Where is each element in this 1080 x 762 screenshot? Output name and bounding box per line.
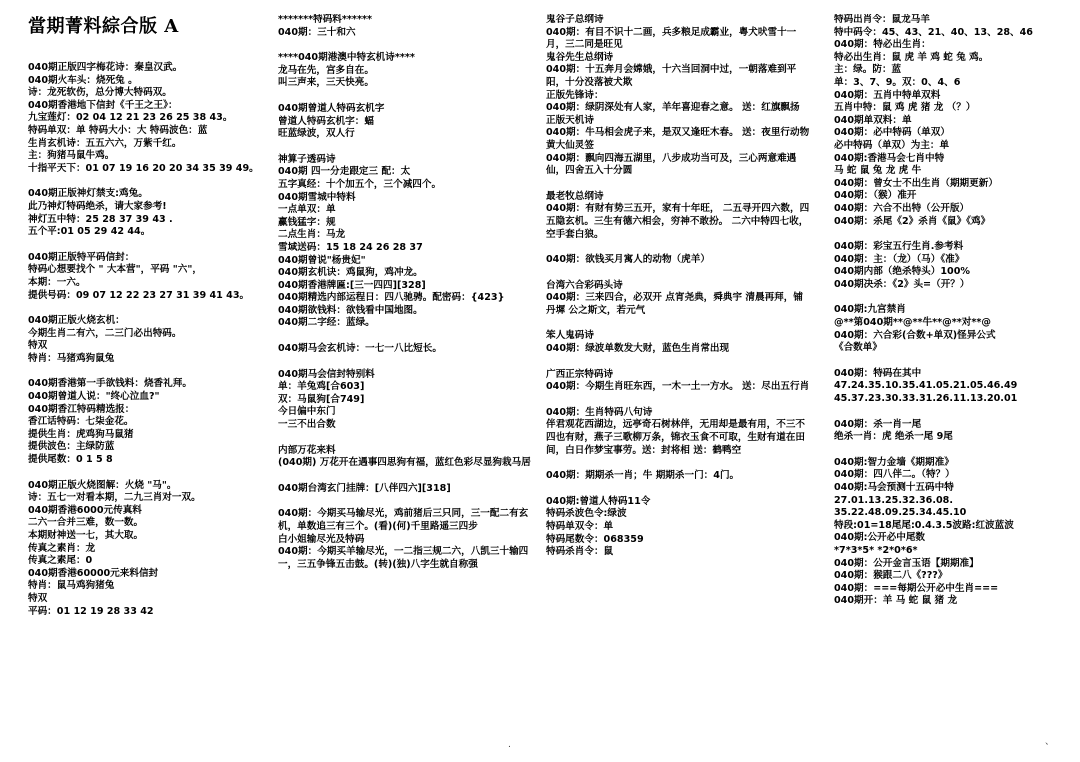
text-line: 特码单双令：单: [546, 521, 614, 532]
text-line: 龙马在先，宫多自在。: [278, 64, 374, 76]
text-line: 040期：曾女士不出生肖（期期更新）: [834, 177, 998, 189]
stray-mark: .: [508, 740, 511, 750]
text-line: 27.01.13.25.32.36.08.: [834, 494, 953, 506]
text-line: 特必出生肖：鼠 虎 羊 鸡 蛇 兔 鸡。: [834, 51, 989, 63]
text-line: 十指平天下：01 07 19 16 20 20 34 35 39 49。: [28, 162, 259, 174]
text-line: 040期香港60000元来料信封: [28, 567, 159, 579]
text-line: 040期内部（绝杀特头）100%: [834, 266, 971, 278]
column-3: [546, 14, 812, 742]
text-line: 最老牧总纲诗: [546, 190, 604, 202]
text-line: 五个平:01 05 29 42 44。: [28, 226, 151, 238]
text-line: 040期：牛马相会虎子来，是双又逢旺木春。 送：夜里行动物: [546, 127, 810, 139]
text-line: 雪域送码：15 18 24 26 28 37: [278, 241, 423, 253]
text-line: 040期：杀尾《2》杀肖《鼠》《鸡》: [834, 215, 991, 227]
text-line: 正版天机诗: [546, 114, 594, 126]
text-line: 45.37.23.30.33.31.26.11.13.20.01: [834, 393, 1018, 405]
text-line: 特码单双：单 特码大小：大 特码波色：蓝: [28, 124, 208, 136]
text-line: 040期：四八伴二。（特？）: [834, 469, 955, 481]
text-line: 叫三声来，三天快亮。: [278, 77, 374, 89]
text-line: 040期：特必出生肖：: [834, 39, 931, 51]
text-line: 040期：三来四合，必双开 点宵尧典，舜典宇 清晨再拜，铺丹墀 公之斯文，若元气: [546, 292, 803, 316]
text-line: 鬼谷先生总纲诗: [546, 51, 614, 63]
text-line: 040期正版火烧图解：火烧 "马"。: [28, 479, 177, 491]
text-line: 马 蛇 鼠 兔 龙 虎 牛: [834, 165, 922, 177]
text-line: 一点单双：单: [278, 204, 336, 216]
text-line: 040期台湾玄门挂牌：[八伴四六][318]: [278, 482, 451, 494]
text-line: 040期：期期杀一肖；牛 期期杀一门：4门。: [546, 470, 740, 482]
text-line: 040期正版特平码信封：: [28, 251, 135, 263]
text-line: 平码：01 12 19 28 33 42: [28, 605, 154, 617]
text-line: *7*3*5* *2*0*6*: [834, 544, 918, 556]
text-block: [278, 103, 540, 141]
text-line: 040期：飘向四海五湖里，八步成功当可及，三心两意难遇仙，四舍五入十分圆: [546, 152, 797, 177]
text-block: [546, 14, 812, 178]
text-line: 传真之素尾：0: [28, 555, 93, 567]
text-line: 白小姐输尽光及特码: [278, 533, 365, 545]
page-title: 當期菁料綜合版 A: [28, 16, 179, 37]
text-line: 特码出肖令：鼠龙马羊: [834, 14, 930, 25]
text-line: 五肖中特：鼠 鸡 虎 猪 龙 （？）: [834, 102, 976, 114]
text-line: 诗：五七一对看本期，二九三肖对一双。: [28, 492, 201, 504]
text-line: 提供尾数：0 1 5 8: [28, 454, 113, 466]
text-line: 主：狗猪马鼠牛鸡。: [28, 150, 115, 162]
text-line: 040期：绿阴深处有人家，羊年喜迎春之意。 送：红旗飘扬: [546, 102, 800, 114]
text-line: 特双: [28, 340, 48, 352]
text-block: [546, 369, 812, 394]
text-line: 040期：特码在其中: [834, 367, 922, 379]
text-line: 040期:曾道人特码11令: [546, 495, 651, 507]
text-line: 040期：绿波单数发大财，蓝色生肖常出现: [546, 343, 730, 355]
text-line: 040期香港第一手欲钱料：烧香礼拜。: [28, 378, 192, 390]
text-line: 内部万花来料: [278, 444, 336, 456]
text-line: 赢钱猛字：规: [278, 216, 336, 228]
text-block: [278, 445, 540, 470]
text-block: [28, 378, 268, 466]
text-line: 040期：杀一肖一尾: [834, 418, 922, 430]
text-line: 特段:01=18尾尾:0.4.3.5波路:红波蓝波: [834, 519, 1014, 531]
text-line: 040期:公开必中尾数: [834, 532, 926, 544]
text-line: 单：羊兔鸡[合603]: [278, 381, 365, 393]
text-line: 040期：必中特码（单双）: [834, 127, 950, 139]
text-line: 040期香江特码精选报：: [28, 403, 135, 415]
text-line: 二六一合并三难，数一数。: [28, 517, 144, 529]
text-line: 040期：===每期公开必中生肖===: [834, 582, 999, 594]
text-line: *******特码料******: [278, 14, 373, 25]
text-block: [834, 368, 1064, 406]
text-line: 040期玄机诀：鸡鼠狗，鸡冲龙。: [278, 267, 423, 279]
text-line: 特码杀波色令:绿波: [546, 508, 627, 520]
text-line: 040期雪城中特料: [278, 191, 356, 203]
text-line: 二点生肖：马龙: [278, 229, 346, 241]
text-line: 曾道人特码玄机字：蝠: [278, 115, 374, 127]
text-line: 040期：（猴）准开: [834, 190, 917, 202]
text-line: 040期：今期买羊输尽光，一二指三规二六，八凯三十输四一，三五争锋五击鼓。(转)(独)八字生就自称强: [278, 546, 529, 570]
text-line: 正版先锋诗：: [546, 89, 604, 101]
text-line: 040期香港地下信封《千王之王》：: [28, 99, 178, 111]
text-line: 单：3、7、9。双：0、4、6: [834, 76, 961, 88]
text-line: 旺蓝绿波，双人行: [278, 128, 355, 140]
text-line: 040期：六合彩(合数+单双)怪异公式: [834, 329, 996, 341]
text-line: 双：马鼠狗[合749]: [278, 393, 365, 405]
text-line: 提供波色：主绿防蓝: [28, 441, 115, 453]
text-block: [28, 188, 268, 238]
text-line: 今日偏中东门: [278, 406, 336, 418]
text-line: 传真之素肖：龙: [28, 542, 96, 554]
text-block: [834, 241, 1064, 291]
text-line: 040期马会信封特别料: [278, 368, 375, 380]
column-4: [834, 14, 1064, 742]
text-line: 040期曾说"杨贵妃": [278, 254, 366, 266]
text-line: 040期曾道人特码玄机字: [278, 102, 385, 114]
text-block: [278, 52, 540, 90]
text-line: 040期:智力金墙《期期准》: [834, 456, 954, 468]
text-line: @**第040期**@**牛**@**对**@: [834, 317, 991, 329]
text-line: 040期精选内部运程日：四八驰骋。配密码：{423}: [278, 292, 505, 304]
column-2: [278, 14, 540, 742]
text-block: [28, 62, 268, 175]
text-block: [28, 480, 268, 619]
text-line: 广西正宗特码诗: [546, 368, 614, 380]
text-line: 伴君观花西湖边，远亭奇石树林伴，无用却是最有用，不三不四也有财，燕子三歌柳万条，锦衣玉食不可取，生财有道在田间，白日作梦宝事劳。送：封将相 送：鹤鸭空: [546, 419, 806, 456]
text-line: 040期:马会预测十五码中特: [834, 482, 954, 493]
text-block: [278, 14, 540, 39]
text-line: 040期：猴跟二八《???》: [834, 570, 948, 582]
text-line: 040期单双料：单: [834, 114, 912, 126]
text-line: 040期：公开金言玉语【期期准】: [834, 557, 979, 569]
text-line: 040期开：羊 马 蛇 鼠 猪 龙: [834, 595, 958, 607]
text-block: [834, 457, 1064, 608]
text-line: 《合数单》: [834, 342, 882, 354]
text-block: [278, 343, 540, 356]
text-line: 040期:九宫禁肖: [834, 304, 906, 316]
text-line: 040期:香港马会七肖中特: [834, 152, 945, 164]
text-line: 五字真经：十个加五个，三个减四个。: [278, 178, 442, 190]
text-line: 040期香港牌匾:[三一四四][328]: [278, 279, 426, 291]
text-block: [278, 154, 540, 330]
text-block: [546, 330, 812, 355]
text-line: 一三不出合数: [278, 419, 336, 431]
text-line: 特双: [28, 592, 48, 604]
text-line: 特中码令：45、43、21、40、13、28、46: [834, 26, 1033, 38]
text-block: [278, 483, 540, 496]
text-line: 特码杀肖令：鼠: [546, 546, 614, 558]
text-line: 绝杀一肖：虎 绝杀一尾 9尾: [834, 431, 953, 443]
text-line: 本期：一六。: [28, 276, 86, 288]
text-block: [278, 369, 540, 432]
text-line: 040期马会玄机诗：一七一八比短长。: [278, 343, 442, 355]
text-line: 040期：六合不出特（公开版）: [834, 202, 970, 214]
text-line: (040期) 万花开在遇事四思狗有福，蓝红色彩尽显狗栽马居: [278, 457, 531, 469]
text-line: 040期决杀：《2》头=（开？）: [834, 278, 970, 290]
text-block: [546, 254, 812, 267]
text-line: 040期二字经：蓝绿。: [278, 317, 375, 329]
text-block: [834, 419, 1064, 444]
text-block: [546, 191, 812, 241]
text-block: [28, 252, 268, 302]
text-line: 040期：彩宝五行生肖.参考料: [834, 241, 964, 253]
text-line: 040期：欲钱买月寓人的动物（虎羊）: [546, 254, 710, 266]
text-line: 特码尾数令：068359: [546, 533, 644, 545]
text-line: 040期香港6000元传真料: [28, 504, 142, 516]
text-block: [834, 14, 1064, 228]
text-line: 黄大仙灵签: [546, 139, 594, 151]
text-line: 040期正版神灯禁支:鸡兔。: [28, 188, 148, 200]
text-line: 特肖：马猪鸡狗鼠兔: [28, 352, 115, 364]
text-line: 040期：五肖中特单双料: [834, 89, 941, 101]
text-line: 040期：生肖特码八句诗: [546, 406, 653, 418]
text-line: 040期火车头：烧死兔 。: [28, 74, 138, 86]
stray-mark: 、: [1045, 737, 1055, 747]
text-line: 笨人鬼码诗: [546, 330, 594, 342]
text-line: 35.22.48.09.25.34.45.10: [834, 507, 967, 519]
text-line: 提供生肖：虎鸡狗马鼠猪: [28, 428, 134, 440]
text-line: 47.24.35.10.35.41.05.21.05.46.49: [834, 380, 1018, 392]
text-block: [546, 470, 812, 483]
text-line: 040期：有目不识十二画，兵多粮足成霸业，粤犬吠雪十一月，三二同是旺见: [546, 26, 797, 51]
text-line: 040期：十五奔月会嫦娥，十六当回洞中过，一朝落难到平阳，十分没落被犬欺: [546, 64, 797, 88]
text-line: 诗：龙死软伤，总分博大特码双。: [28, 87, 172, 99]
text-line: 神算子透码诗: [278, 153, 336, 165]
text-block: [546, 496, 812, 559]
text-block: [278, 508, 540, 571]
text-line: 特肖：鼠马鸡狗猪兔: [28, 580, 115, 592]
text-line: 台湾六合彩码头诗: [546, 279, 623, 291]
text-line: 040期：三十和六: [278, 26, 356, 38]
text-line: 必中特码（单双）为主：单: [834, 139, 950, 151]
text-block: [546, 407, 812, 457]
text-line: 香江话特码：七柒金花。: [28, 416, 134, 428]
text-line: 040期：今期生肖旺东西，一木一土一方水。 送：尽出五行肖: [546, 381, 810, 393]
text-block: [28, 315, 268, 365]
column-1: [28, 14, 268, 742]
text-line: 今期生肖二有六，二三门必出特码。: [28, 327, 182, 339]
text-line: 040期：有财有势三五开，家有十年旺， 二五寻开四六数，四五隐玄机。三生有德六相会，穷神不敢扮。 二六中特四七收，空手套白狼。: [546, 203, 810, 240]
text-line: 特码心想要找个 " 大本营"，平码 "六"，: [28, 264, 202, 276]
text-line: 040期正版四字梅花诗：秦皇汉武。: [28, 62, 183, 73]
text-block: [834, 304, 1064, 354]
text-line: 提供号码：09 07 12 22 23 27 31 39 41 43。: [28, 289, 250, 301]
text-line: 本期财神送一七，其大取。: [28, 530, 144, 541]
text-line: 040期 四一分走跟定三 配：太: [278, 166, 411, 178]
text-line: 040期：今期买马输尽光，鸡前猪后三只同，三一配二有玄机，单数追三有三个。(看)(何)千里路遥三四步: [278, 508, 529, 532]
text-line: 040期欲钱料：欲钱看中国地图。: [278, 304, 423, 316]
text-line: 040期：主：（龙）（马）《准》: [834, 253, 965, 265]
text-line: 九宝莲灯：02 04 12 21 23 26 25 38 43。: [28, 112, 233, 124]
text-line: 040期曾道人说："终心泣血?": [28, 391, 160, 403]
text-line: 040期正版火烧玄机：: [28, 315, 125, 327]
text-line: 鬼谷子总纲诗: [546, 14, 604, 25]
text-line: ****040期港澳中特玄机诗****: [278, 52, 415, 64]
text-line: 生肖玄机诗：五五六六，万紫千红。: [28, 137, 182, 149]
text-block: [546, 280, 812, 318]
text-line: 主：绿。防：蓝: [834, 64, 902, 76]
text-line: 此乃神灯特码绝杀，请大家参考!: [28, 200, 167, 212]
text-line: 神灯五中特：25 28 37 39 43 .: [28, 213, 173, 225]
